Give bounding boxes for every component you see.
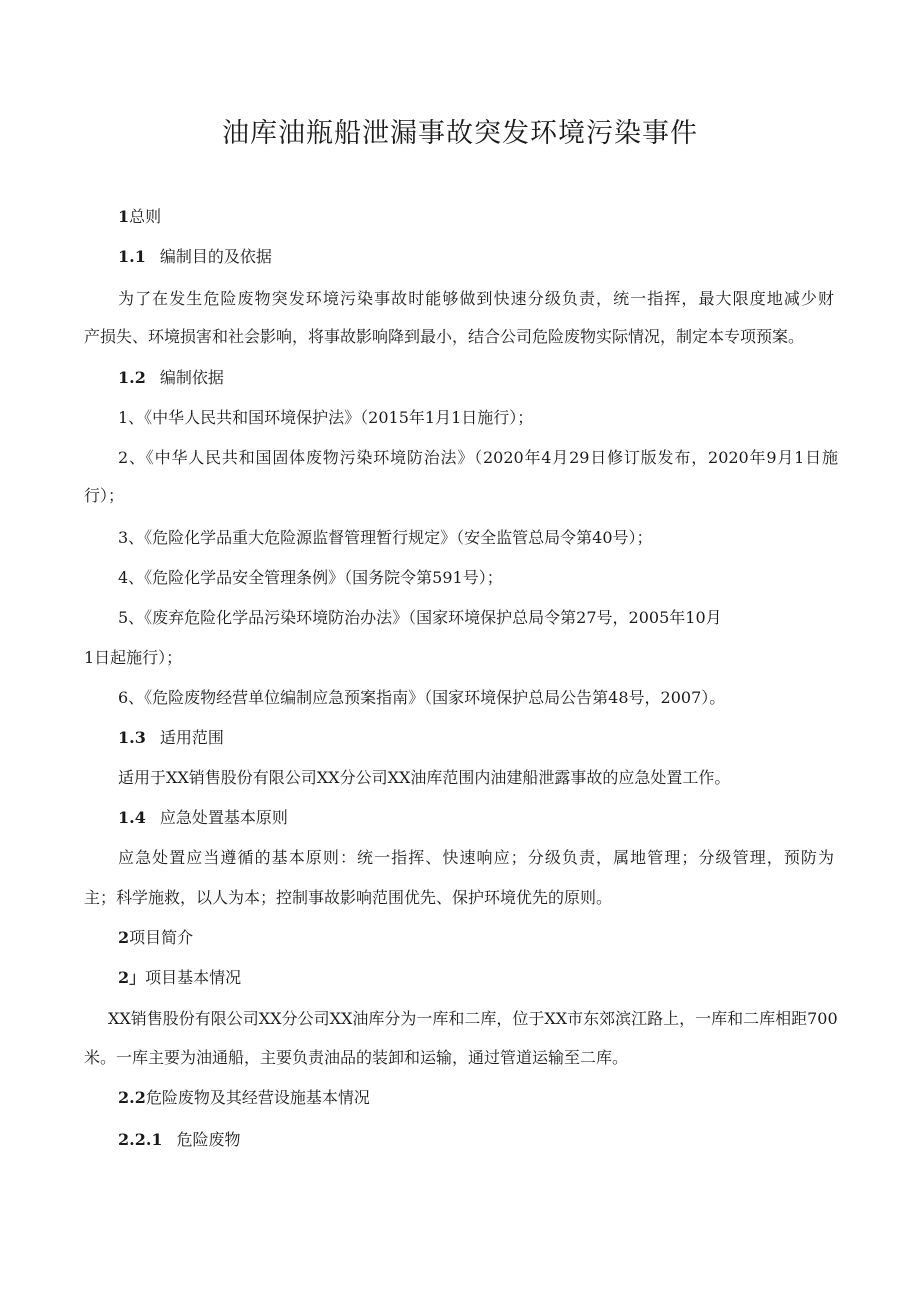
principle-paragraph-line-2: 主；科学施救，以人为本；控制事故影响范围优先、保护环境优先的原则。	[84, 888, 613, 907]
section-number: 2	[118, 928, 130, 947]
section-number: 1	[118, 207, 130, 226]
section-2-heading	[118, 926, 193, 950]
reference-item-1: 1、《中华人民共和国环境保护法》（2015年1月1日施行）；	[118, 408, 534, 427]
section-title: 编制目的及依据	[159, 247, 272, 266]
reference-item-2-line-1: 2、《中华人民共和国固体废物污染环境防治法》（2020年4月29日修订版发布，2020年9月1日施	[118, 448, 838, 467]
section-1-1-heading	[118, 245, 272, 269]
section-2-1-heading	[118, 966, 241, 990]
project-paragraph-line-2: 米。一库主要为油通船，主要负责油品的装卸和运输，通过管道运输至二库。	[84, 1048, 629, 1067]
purpose-paragraph-line-1: 为了在发生危险废物突发环境污染事故时能够做到快速分级负责，统一指挥，最大限度地减少财	[118, 289, 834, 308]
reference-item-3: 3、《危险化学品重大危险源监督管理暂行规定》（安全监管总局令第40号）；	[118, 528, 653, 547]
project-paragraph-line-1: XX销售股份有限公司XX分公司XX油库分为一库和二库，位于XX市东郊滨江路上，一库和二库相距700	[108, 1009, 838, 1028]
reference-item-5-line-1: 5、《废弃危险化学品污染环境防治办法》（国家环境保护总局令第27号，2005年10月	[118, 608, 722, 627]
section-1-2-heading	[118, 366, 224, 390]
section-title: 危险废物	[176, 1130, 241, 1149]
section-number: 1.4	[118, 808, 146, 827]
section-1-3-heading	[118, 726, 224, 750]
section-number: 1.3	[118, 728, 146, 747]
section-1-heading	[118, 205, 161, 229]
section-title: 编制依据	[159, 368, 224, 387]
section-number: 2.2.1	[118, 1130, 163, 1149]
section-number: 2」	[118, 968, 146, 987]
reference-item-4: 4、《危险化学品安全管理条例》（国务院令第591号）；	[118, 568, 503, 587]
principle-paragraph-line-1: 应急处置应当遵循的基本原则：统一指挥、快速响应；分级负责，属地管理；分级管理，预防为	[118, 848, 834, 867]
section-title: 危险废物及其经营设施基本情况	[145, 1088, 370, 1107]
section-title: 项目基本情况	[145, 968, 242, 987]
section-number: 1.2	[118, 368, 146, 387]
scope-paragraph: 适用于XX销售股份有限公司XX分公司XX油库范围内油建船泄露事故的应急处置工作。	[118, 768, 731, 787]
section-title: 项目简介	[129, 928, 194, 947]
section-title: 适用范围	[159, 728, 224, 747]
section-number: 2.2	[118, 1088, 146, 1107]
reference-item-5-line-2: 1日起施行）；	[84, 648, 183, 667]
section-1-4-heading	[118, 806, 288, 830]
reference-item-6: 6、《危险废物经营单位编制应急预案指南》（国家环境保护总局公告第48号，2007）。	[118, 688, 726, 707]
section-title: 应急处置基本原则	[159, 808, 288, 827]
section-2-2-1-heading	[118, 1128, 241, 1152]
reference-item-2-line-2: 行）；	[84, 486, 125, 505]
section-title: 总则	[129, 207, 162, 226]
section-number: 1.1	[118, 247, 146, 266]
document-title: 油库油瓶船泄漏事故突发环境污染事件	[222, 118, 698, 149]
purpose-paragraph-line-2: 产损失、环境损害和社会影响，将事故影响降到最小，结合公司危险废物实际情况，制定本专项预案。	[84, 327, 805, 346]
section-2-2-heading	[118, 1086, 370, 1110]
